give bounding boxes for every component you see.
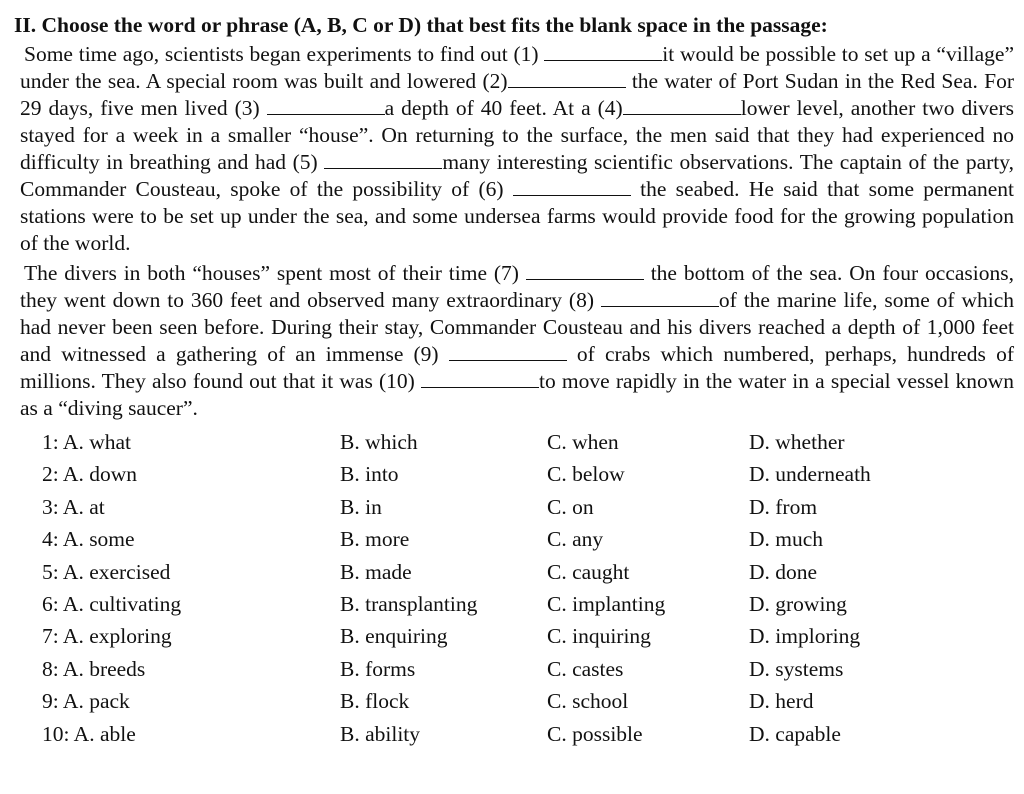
passage-text: of the marine life, some of which had never been seen before. During their stay, Commander Cousteau and his divers reached a depth of 1,000 feet and witnessed a gathering of an immense (9) [20,288,1014,366]
blank-9 [449,342,567,361]
option-c: C. any [547,527,604,552]
option-c: C. castes [547,656,624,681]
option-c: C. school [547,689,629,714]
blank-7 [526,261,644,280]
passage-text: the bottom of the sea. On four occasions, they went down to 360 feet and observed many extraordinary (8) [20,261,1014,312]
blank-6 [513,177,631,196]
passage-text: to move rapidly in the water in a special vessel known as a “diving saucer”. [20,369,1015,420]
option-a: 7: A. exploring [42,624,172,649]
question-row-2 [20,458,1014,490]
option-b: B. into [340,462,399,487]
option-c: C. inquiring [547,624,651,649]
question-row-6 [20,588,1014,620]
passage-text: a depth of 40 feet. At a (4) [384,96,623,120]
option-d: D. whether [749,430,845,454]
option-d: D. done [749,559,818,584]
question-row-4 [20,523,1014,555]
passage-paragraph-1 [20,41,1014,257]
option-a: 5: A. exercised [42,559,171,584]
option-b: B. enquiring [340,624,448,649]
option-a: 8: A. breeds [42,656,146,681]
blank-10 [421,369,539,388]
option-d: D. systems [749,656,844,681]
passage-text: Some time ago, scientists began experiments to find out (1) [24,42,545,66]
option-d: D. from [749,494,818,519]
option-b: B. made [340,559,412,584]
option-a: 6: A. cultivating [42,591,182,616]
question-row-3 [20,491,1014,523]
option-a: 1: A. what [42,430,131,454]
option-d: D. imploring [749,624,861,649]
option-b: B. forms [340,656,416,681]
option-b: B. transplanting [340,591,478,616]
option-c: C. on [547,494,594,519]
option-a: 10: A. able [42,721,136,746]
passage-text: of crabs which numbered, perhaps, hundreds of millions. They also found out that it was (10) [20,342,1014,393]
blank-4 [623,96,741,115]
option-b: B. ability [340,721,421,746]
option-d: D. growing [749,591,847,616]
option-d: D. underneath [749,462,871,487]
passage-text: many interesting scientific observations. The captain of the party, Commander Cousteau, spoke of the possibility of (6) [20,150,1014,201]
option-c: C. when [547,430,619,454]
blank-3 [267,96,385,115]
passage-text: The divers in both “houses” spent most of their time (7) [24,261,526,285]
question-row-8 [20,653,1014,685]
passage-paragraph-2 [20,260,1014,422]
blank-1 [544,42,662,61]
option-c: C. possible [547,721,643,746]
option-b: B. which [340,430,418,454]
option-b: B. in [340,494,382,519]
option-d: D. herd [749,689,814,714]
passage-text: the water of Port Sudan in the Red Sea. For 29 days, five men lived (3) [20,69,1014,120]
option-b: B. more [340,527,410,552]
passage-text: it would be possible to set up a “village” under the sea. A special room was built and lowered (2) [20,42,1015,93]
answer-options [20,426,1014,750]
question-row-10 [20,718,1014,750]
passage-text: the seabed. He said that some permanent stations were to be set up under the sea, and some undersea farms would provide food for the growing population of the world. [20,177,1015,255]
blank-2 [508,69,626,88]
option-a: 2: A. down [42,462,137,487]
blank-8 [601,288,719,307]
option-a: 4: A. some [42,527,135,552]
question-row-7 [20,620,1014,652]
option-d: D. capable [749,721,841,746]
option-c: C. caught [547,559,630,584]
option-a: 9: A. pack [42,689,130,714]
option-c: C. below [547,462,625,487]
option-a: 3: A. at [42,494,105,519]
passage [20,41,1014,422]
option-c: C. implanting [547,591,666,616]
option-d: D. much [749,527,824,552]
question-row-5 [20,556,1014,588]
question-row-1 [20,426,1014,458]
blank-5 [324,150,442,169]
passage-text: lower level, another two divers stayed for a week in a smaller “house”. On returning to the surface, the men said that they had experienced no difficulty in breathing and had (5) [20,96,1014,174]
section-heading: II. Choose the word or phrase (A, B, C or D) that best fits the blank space in the passage: [14,13,828,37]
option-b: B. flock [340,689,410,714]
question-row-9 [20,685,1014,717]
